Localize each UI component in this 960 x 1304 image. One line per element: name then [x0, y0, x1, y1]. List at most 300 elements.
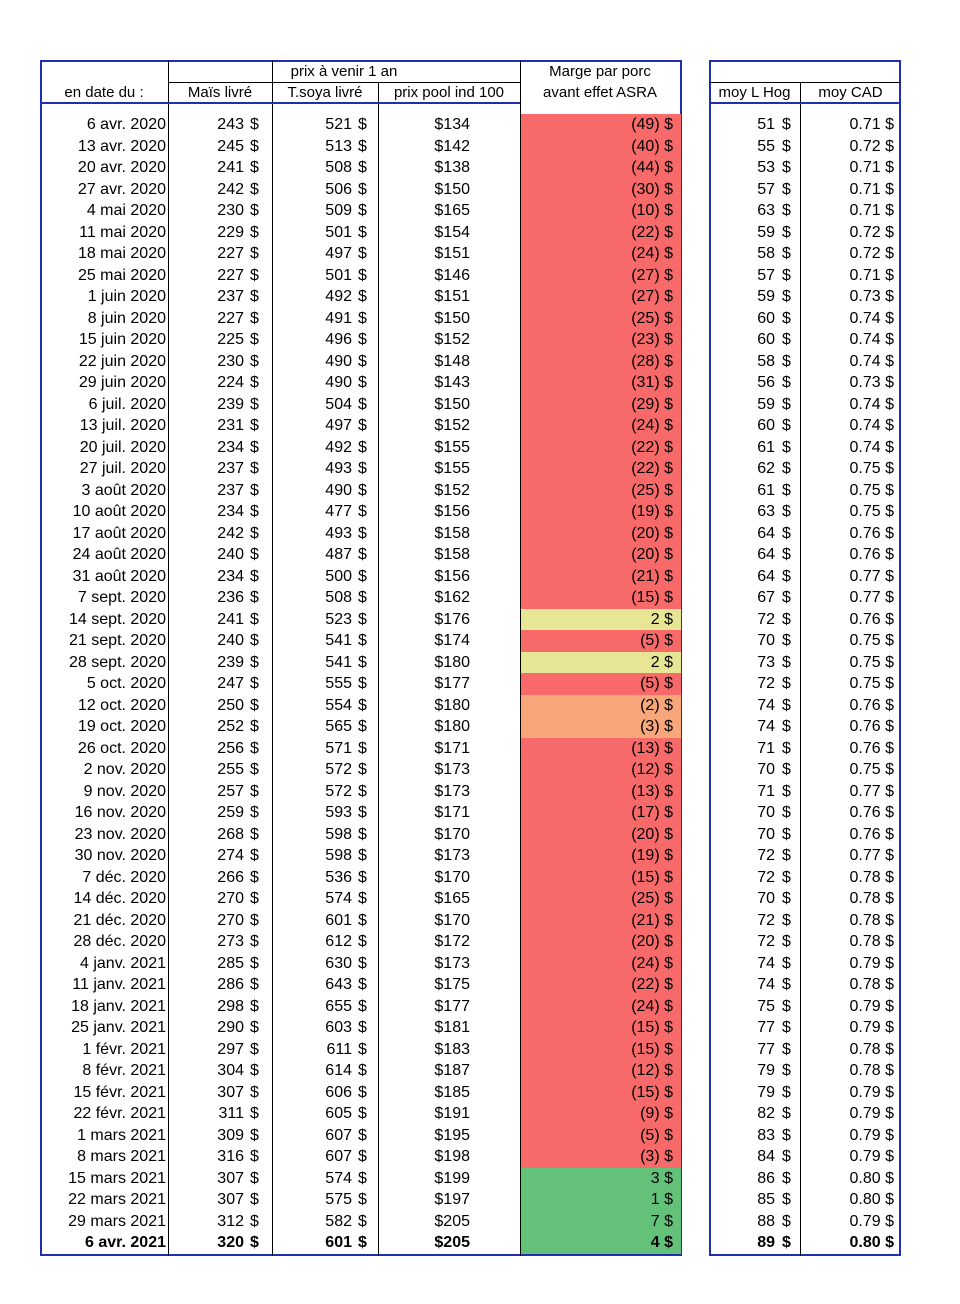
row-cad-rate: 0.72 $ — [849, 245, 894, 262]
row-lean-hog-unit: $ — [782, 1212, 791, 1230]
table-row — [0, 372, 960, 394]
row-lean-hog: 64 — [757, 524, 775, 542]
row-pool-price: $187 — [434, 1062, 470, 1079]
row-lean-hog-unit: $ — [782, 632, 791, 649]
row-soy-price: 607 — [325, 1148, 352, 1165]
row-margin-cell — [521, 114, 681, 136]
row-margin-value: (13) $ — [631, 782, 673, 800]
row-margin-value: (5) $ — [640, 1126, 673, 1144]
table-row — [0, 802, 960, 824]
row-lean-hog: 84 — [757, 1148, 775, 1165]
row-soy-price: 497 — [325, 417, 352, 434]
row-soy-price: 607 — [325, 1126, 352, 1144]
row-pool-price: $152 — [434, 481, 470, 499]
row-corn-price: 312 — [217, 1212, 244, 1230]
row-date: 14 déc. 2020 — [73, 890, 166, 907]
row-corn-unit: $ — [250, 374, 259, 391]
row-soy-unit: $ — [358, 890, 367, 907]
row-corn-price: 237 — [217, 481, 244, 499]
row-corn-price: 307 — [217, 1169, 244, 1187]
row-corn-price: 227 — [217, 309, 244, 327]
row-cad-rate: 0.77 $ — [849, 782, 894, 800]
row-margin-cell — [521, 243, 681, 265]
row-corn-price: 286 — [217, 976, 244, 993]
row-corn-unit: $ — [250, 331, 259, 348]
row-corn-unit: $ — [250, 1083, 259, 1101]
row-soy-unit: $ — [358, 417, 367, 434]
row-soy-price: 500 — [325, 567, 352, 585]
row-pool-price: $155 — [434, 460, 470, 477]
row-margin-value: (20) $ — [631, 825, 673, 843]
row-soy-price: 598 — [325, 847, 352, 864]
table-row — [0, 222, 960, 244]
row-corn-unit: $ — [250, 223, 259, 241]
row-lean-hog: 72 — [757, 847, 775, 864]
row-margin-cell — [521, 888, 681, 910]
row-corn-unit: $ — [250, 825, 259, 843]
row-margin-value: (9) $ — [640, 1105, 673, 1122]
row-soy-price: 492 — [325, 438, 352, 456]
row-pool-price: $155 — [434, 438, 470, 456]
row-soy-unit: $ — [358, 1040, 367, 1058]
table-row — [0, 716, 960, 738]
row-margin-value: 2 $ — [650, 653, 673, 671]
table-row — [0, 1146, 960, 1168]
row-margin-value: (17) $ — [631, 804, 673, 821]
row-cad-rate: 0.79 $ — [849, 1148, 894, 1165]
row-corn-price: 234 — [217, 503, 244, 520]
row-soy-price: 497 — [325, 245, 352, 262]
row-pool-price: $165 — [434, 890, 470, 907]
row-lean-hog: 79 — [757, 1062, 775, 1079]
row-date: 6 juil. 2020 — [88, 395, 166, 413]
row-date: 2 nov. 2020 — [83, 761, 166, 778]
row-pool-price: $151 — [434, 288, 470, 305]
row-margin-cell — [521, 437, 681, 459]
row-cad-rate: 0.79 $ — [849, 954, 894, 972]
row-cad-rate: 0.71 $ — [849, 266, 894, 284]
row-lean-hog-unit: $ — [782, 890, 791, 907]
row-margin-cell — [521, 458, 681, 480]
row-margin-cell — [521, 329, 681, 351]
row-date: 25 mai 2020 — [77, 266, 166, 284]
row-corn-unit: $ — [250, 460, 259, 477]
column-divider — [168, 60, 169, 1256]
row-cad-rate: 0.80 $ — [849, 1169, 894, 1187]
row-lean-hog: 70 — [757, 825, 775, 843]
row-lean-hog-unit: $ — [782, 911, 791, 929]
row-corn-unit: $ — [250, 1062, 259, 1079]
row-lean-hog: 60 — [757, 309, 775, 327]
row-date: 24 août 2020 — [72, 546, 166, 563]
row-pool-price: $152 — [434, 331, 470, 348]
row-soy-unit: $ — [358, 374, 367, 391]
row-lean-hog: 53 — [757, 159, 775, 176]
row-pool-price: $165 — [434, 202, 470, 219]
row-margin-value: (20) $ — [631, 524, 673, 542]
row-corn-unit: $ — [250, 202, 259, 219]
row-margin-value: (15) $ — [631, 1083, 673, 1101]
row-lean-hog-unit: $ — [782, 675, 791, 692]
row-corn-unit: $ — [250, 546, 259, 563]
row-lean-hog-unit: $ — [782, 524, 791, 542]
row-lean-hog-unit: $ — [782, 503, 791, 520]
row-corn-unit: $ — [250, 1169, 259, 1187]
column-divider — [378, 82, 379, 1256]
row-corn-unit: $ — [250, 696, 259, 714]
row-soy-price: 554 — [325, 696, 352, 714]
row-lean-hog: 58 — [757, 352, 775, 370]
table-row — [0, 1168, 960, 1190]
row-lean-hog: 51 — [757, 116, 775, 133]
row-cad-rate: 0.78 $ — [849, 868, 894, 886]
table-row — [0, 1017, 960, 1039]
row-cad-rate: 0.77 $ — [849, 589, 894, 606]
row-soy-price: 611 — [326, 1040, 352, 1058]
row-soy-price: 504 — [325, 395, 352, 413]
row-lean-hog-unit: $ — [782, 546, 791, 563]
row-pool-price: $150 — [434, 180, 470, 198]
row-corn-price: 307 — [217, 1083, 244, 1101]
row-lean-hog: 71 — [757, 739, 775, 757]
table-row — [0, 824, 960, 846]
row-soy-price: 493 — [325, 524, 352, 542]
row-soy-price: 571 — [325, 739, 352, 757]
row-lean-hog-unit: $ — [782, 266, 791, 284]
row-pool-price: $138 — [434, 159, 470, 176]
row-soy-unit: $ — [358, 266, 367, 284]
row-soy-unit: $ — [358, 804, 367, 821]
row-margin-cell — [521, 136, 681, 158]
row-margin-cell — [521, 222, 681, 244]
row-soy-price: 565 — [325, 718, 352, 735]
row-date: 20 avr. 2020 — [77, 159, 166, 176]
row-lean-hog-unit: $ — [782, 1083, 791, 1101]
row-corn-unit: $ — [250, 997, 259, 1015]
row-pool-price: $171 — [434, 804, 470, 821]
row-cad-rate: 0.71 $ — [849, 202, 894, 219]
row-pool-price: $173 — [434, 782, 470, 800]
row-corn-price: 307 — [217, 1191, 244, 1208]
row-margin-cell — [521, 1082, 681, 1104]
row-date: 15 févr. 2021 — [73, 1083, 166, 1101]
row-cad-rate: 0.76 $ — [849, 524, 894, 542]
row-date: 7 déc. 2020 — [82, 868, 166, 886]
row-margin-cell — [521, 179, 681, 201]
row-margin-value: (20) $ — [631, 546, 673, 563]
row-soy-unit: $ — [358, 567, 367, 585]
row-margin-value: (22) $ — [631, 976, 673, 993]
row-soy-unit: $ — [358, 460, 367, 477]
row-corn-unit: $ — [250, 1126, 259, 1144]
row-margin-cell — [521, 630, 681, 652]
row-soy-price: 541 — [325, 632, 352, 649]
row-date: 4 mai 2020 — [86, 202, 166, 219]
row-margin-value: (40) $ — [631, 137, 673, 155]
row-lean-hog: 83 — [757, 1126, 775, 1144]
row-soy-unit: $ — [358, 632, 367, 649]
row-corn-unit: $ — [250, 610, 259, 628]
row-lean-hog: 61 — [757, 481, 775, 499]
row-corn-price: 234 — [217, 438, 244, 456]
row-pool-price: $148 — [434, 352, 470, 370]
row-corn-unit: $ — [250, 976, 259, 993]
row-pool-price: $173 — [434, 847, 470, 864]
row-date: 8 févr. 2021 — [82, 1062, 166, 1079]
row-date: 18 mai 2020 — [77, 245, 166, 262]
row-corn-price: 252 — [217, 718, 244, 735]
row-margin-cell — [521, 587, 681, 609]
row-soy-price: 572 — [325, 761, 352, 778]
row-margin-cell — [521, 265, 681, 287]
margin-column-header-line2: avant effet ASRA — [543, 84, 657, 101]
row-lean-hog-unit: $ — [782, 976, 791, 993]
row-corn-price: 245 — [217, 137, 244, 155]
row-pool-price: $180 — [434, 718, 470, 735]
table-row — [0, 1103, 960, 1125]
row-soy-unit: $ — [358, 954, 367, 972]
row-lean-hog: 74 — [757, 954, 775, 972]
row-lean-hog: 74 — [757, 976, 775, 993]
row-lean-hog: 63 — [757, 202, 775, 219]
row-corn-price: 256 — [217, 739, 244, 757]
row-date: 23 nov. 2020 — [74, 825, 166, 843]
row-corn-unit: $ — [250, 159, 259, 176]
table-row — [0, 1211, 960, 1233]
table-row — [0, 974, 960, 996]
row-corn-unit: $ — [250, 890, 259, 907]
row-pool-price: $156 — [434, 567, 470, 585]
row-corn-price: 240 — [217, 632, 244, 649]
row-pool-price: $142 — [434, 137, 470, 155]
row-lean-hog-unit: $ — [782, 116, 791, 133]
row-margin-cell — [521, 308, 681, 330]
row-soy-unit: $ — [358, 718, 367, 735]
row-date: 3 août 2020 — [81, 481, 166, 499]
row-lean-hog: 72 — [757, 868, 775, 886]
row-lean-hog-unit: $ — [782, 180, 791, 198]
row-cad-rate: 0.78 $ — [849, 1040, 894, 1058]
row-corn-unit: $ — [250, 309, 259, 327]
row-margin-value: (25) $ — [631, 890, 673, 907]
row-soy-unit: $ — [358, 782, 367, 800]
row-cad-rate: 0.75 $ — [849, 460, 894, 477]
row-margin-cell — [521, 609, 681, 631]
table-row — [0, 910, 960, 932]
row-pool-price: $151 — [434, 245, 470, 262]
row-date: 18 janv. 2021 — [71, 997, 166, 1015]
row-corn-price: 225 — [217, 331, 244, 348]
row-margin-cell — [521, 716, 681, 738]
row-margin-value: (24) $ — [631, 245, 673, 262]
table-row — [0, 523, 960, 545]
row-lean-hog-unit: $ — [782, 438, 791, 456]
row-pool-price: $143 — [434, 374, 470, 391]
row-soy-price: 492 — [325, 288, 352, 305]
row-margin-cell — [521, 501, 681, 523]
row-lean-hog: 60 — [757, 331, 775, 348]
row-cad-rate: 0.76 $ — [849, 610, 894, 628]
row-soy-price: 508 — [325, 589, 352, 606]
row-soy-unit: $ — [358, 180, 367, 198]
row-lean-hog-unit: $ — [782, 610, 791, 628]
row-lean-hog: 79 — [757, 1083, 775, 1101]
row-corn-price: 240 — [217, 546, 244, 563]
row-soy-price: 614 — [325, 1062, 352, 1079]
row-corn-price: 241 — [217, 610, 244, 628]
row-margin-value: (12) $ — [631, 1062, 673, 1079]
row-lean-hog-unit: $ — [782, 696, 791, 714]
row-lean-hog: 59 — [757, 223, 775, 241]
row-corn-price: 230 — [217, 352, 244, 370]
row-corn-unit: $ — [250, 653, 259, 671]
row-margin-cell — [521, 652, 681, 674]
row-pool-price: $173 — [434, 954, 470, 972]
row-soy-price: 496 — [325, 331, 352, 348]
table-row — [0, 867, 960, 889]
row-pool-price: $158 — [434, 546, 470, 563]
table-row — [0, 587, 960, 609]
row-lean-hog: 70 — [757, 761, 775, 778]
row-soy-price: 490 — [325, 352, 352, 370]
row-soy-unit: $ — [358, 288, 367, 305]
row-lean-hog-unit: $ — [782, 1019, 791, 1036]
row-corn-price: 257 — [217, 782, 244, 800]
row-date: 29 juin 2020 — [78, 374, 166, 391]
row-lean-hog-unit: $ — [782, 202, 791, 219]
row-soy-price: 574 — [325, 890, 352, 907]
row-corn-unit: $ — [250, 481, 259, 499]
row-margin-value: (28) $ — [631, 352, 673, 370]
row-lean-hog: 57 — [757, 180, 775, 198]
row-margin-cell — [521, 953, 681, 975]
row-lean-hog: 55 — [757, 137, 775, 155]
row-lean-hog: 75 — [757, 997, 775, 1015]
row-lean-hog-unit: $ — [782, 825, 791, 843]
row-soy-unit: $ — [358, 352, 367, 370]
row-margin-cell — [521, 415, 681, 437]
row-corn-unit: $ — [250, 503, 259, 520]
row-pool-price: $181 — [434, 1019, 470, 1036]
row-corn-unit: $ — [250, 804, 259, 821]
row-date: 29 mars 2021 — [68, 1212, 166, 1230]
row-pool-price: $150 — [434, 309, 470, 327]
row-pool-price: $158 — [434, 524, 470, 542]
row-date: 10 août 2020 — [72, 503, 166, 520]
row-margin-value: (21) $ — [631, 567, 673, 585]
row-corn-price: 297 — [217, 1040, 244, 1058]
row-corn-price: 274 — [217, 847, 244, 864]
row-margin-cell — [521, 695, 681, 717]
row-margin-cell — [521, 974, 681, 996]
row-soy-unit: $ — [358, 438, 367, 456]
row-corn-price: 236 — [217, 589, 244, 606]
row-corn-unit: $ — [250, 1148, 259, 1165]
row-margin-cell — [521, 910, 681, 932]
row-date: 6 avr. 2020 — [86, 116, 166, 133]
row-lean-hog-unit: $ — [782, 288, 791, 305]
row-date: 11 janv. 2021 — [72, 976, 166, 993]
row-date: 22 juin 2020 — [78, 352, 166, 370]
row-cad-rate: 0.75 $ — [849, 653, 894, 671]
table-row — [0, 114, 960, 136]
table-row — [0, 179, 960, 201]
row-cad-rate: 0.74 $ — [849, 417, 894, 434]
row-lean-hog: 72 — [757, 911, 775, 929]
row-cad-rate: 0.78 $ — [849, 890, 894, 907]
corn-column-header: Maïs livré — [187, 84, 253, 101]
row-corn-price: 268 — [217, 825, 244, 843]
row-corn-unit: $ — [250, 417, 259, 434]
row-soy-price: 501 — [325, 223, 352, 241]
row-corn-unit: $ — [250, 1234, 259, 1251]
row-margin-value: (30) $ — [631, 180, 673, 198]
row-corn-price: 320 — [217, 1234, 244, 1251]
row-soy-unit: $ — [358, 847, 367, 864]
row-margin-value: (3) $ — [640, 1148, 673, 1165]
row-pool-price: $152 — [434, 417, 470, 434]
row-corn-price: 250 — [217, 696, 244, 714]
row-corn-price: 237 — [217, 460, 244, 477]
row-margin-value: (22) $ — [631, 223, 673, 241]
row-soy-price: 598 — [325, 825, 352, 843]
row-margin-value: (3) $ — [640, 718, 673, 735]
row-lean-hog-unit: $ — [782, 460, 791, 477]
row-cad-rate: 0.76 $ — [849, 718, 894, 735]
row-lean-hog-unit: $ — [782, 847, 791, 864]
row-corn-price: 311 — [218, 1105, 244, 1122]
row-cad-rate: 0.77 $ — [849, 567, 894, 585]
row-lean-hog: 62 — [757, 460, 775, 477]
row-soy-price: 605 — [325, 1105, 352, 1122]
row-margin-cell — [521, 824, 681, 846]
row-margin-value: (21) $ — [631, 911, 673, 929]
row-soy-price: 575 — [325, 1191, 352, 1208]
row-date: 16 nov. 2020 — [74, 804, 166, 821]
row-lean-hog: 86 — [757, 1169, 775, 1187]
row-soy-price: 477 — [325, 503, 352, 520]
row-soy-price: 509 — [325, 202, 352, 219]
row-soy-price: 513 — [325, 137, 352, 155]
row-corn-price: 239 — [217, 653, 244, 671]
row-cad-rate: 0.75 $ — [849, 632, 894, 649]
table-row — [0, 845, 960, 867]
row-corn-unit: $ — [250, 847, 259, 864]
row-corn-price: 227 — [217, 266, 244, 284]
row-corn-price: 229 — [217, 223, 244, 241]
row-cad-rate: 0.73 $ — [849, 288, 894, 305]
row-cad-rate: 0.71 $ — [849, 116, 894, 133]
row-cad-rate: 0.78 $ — [849, 1062, 894, 1079]
row-soy-price: 536 — [325, 868, 352, 886]
row-margin-cell — [521, 1017, 681, 1039]
row-soy-unit: $ — [358, 1169, 367, 1187]
row-date: 12 oct. 2020 — [77, 696, 166, 714]
row-corn-unit: $ — [250, 868, 259, 886]
row-lean-hog-unit: $ — [782, 159, 791, 176]
row-lean-hog: 73 — [757, 653, 775, 671]
row-margin-value: (15) $ — [631, 868, 673, 886]
row-cad-rate: 0.79 $ — [849, 1126, 894, 1144]
row-soy-unit: $ — [358, 1191, 367, 1208]
row-date: 31 août 2020 — [72, 567, 166, 585]
table-row — [0, 673, 960, 695]
row-soy-price: 655 — [325, 997, 352, 1015]
row-soy-price: 601 — [325, 911, 352, 929]
row-pool-price: $195 — [434, 1126, 470, 1144]
table-row — [0, 1039, 960, 1061]
row-lean-hog-unit: $ — [782, 137, 791, 155]
